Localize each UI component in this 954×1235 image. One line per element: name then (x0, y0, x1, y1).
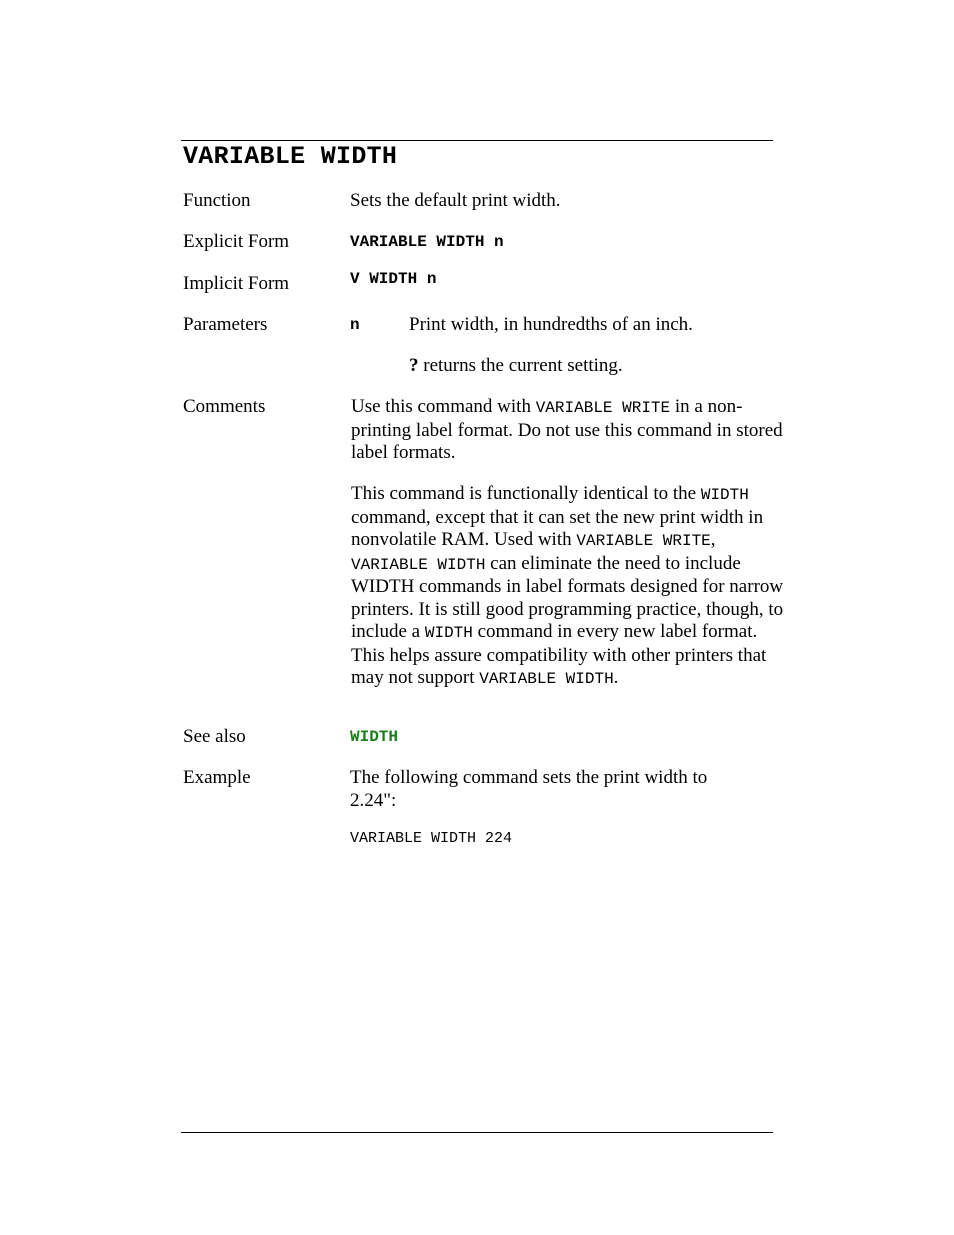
implicit-form-value: V WIDTH n (350, 270, 437, 288)
example-code: VARIABLE WIDTH 224 (350, 830, 513, 847)
comments-text: . (613, 667, 619, 688)
width-link[interactable]: WIDTH (350, 728, 399, 746)
command-reference: VARIABLE WIDTH (351, 555, 486, 574)
comments-paragraph-2 (351, 483, 791, 691)
comments-text: , (710, 529, 716, 550)
parameters-label: Parameters (183, 314, 268, 335)
parameter-query-note (409, 355, 623, 377)
comments-text: can eliminate the need to include WIDTH commands in label formats designed for narrow printers. It is still good programming practice, though, to include a (351, 552, 784, 642)
command-reference: VARIABLE WRITE (576, 532, 711, 550)
bottom-rule (181, 1132, 773, 1133)
comments-text: Use this command with (351, 396, 536, 417)
query-description: returns the current setting. (418, 355, 623, 376)
query-symbol: ? (409, 355, 419, 376)
comments-text: command, except that it can set the new print width in nonvolatile RAM. Used with (351, 506, 764, 550)
command-reference: VARIABLE WRITE (535, 399, 671, 417)
explicit-form-value: VARIABLE WIDTH n (350, 233, 504, 251)
example-label: Example (183, 767, 251, 788)
see-also-label: See also (183, 726, 246, 747)
command-reference: WIDTH (700, 486, 749, 504)
page-title: VARIABLE WIDTH (183, 142, 398, 171)
parameter-description: Print width, in hundredths of an inch. (409, 314, 693, 335)
command-reference: WIDTH (424, 624, 473, 642)
explicit-form-label: Explicit Form (183, 231, 290, 252)
top-rule (181, 140, 773, 141)
implicit-form-label: Implicit Form (183, 273, 290, 294)
comments-text: This command is functionally identical to the (351, 483, 701, 504)
example-text: The following command sets the print width to 2.24": (350, 767, 708, 811)
comments-paragraph-1 (351, 396, 791, 465)
parameter-name: n (350, 316, 360, 334)
function-value: Sets the default print width. (350, 190, 561, 211)
comments-text: command in every new label format. This helps assure compatibility with other printers that may not support (351, 621, 767, 688)
comments-label: Comments (183, 396, 266, 417)
comments-text: in a non-printing label format. Do not use this command in stored label formats. (351, 396, 783, 463)
command-reference: VARIABLE WIDTH (479, 670, 614, 688)
function-label: Function (183, 190, 251, 211)
